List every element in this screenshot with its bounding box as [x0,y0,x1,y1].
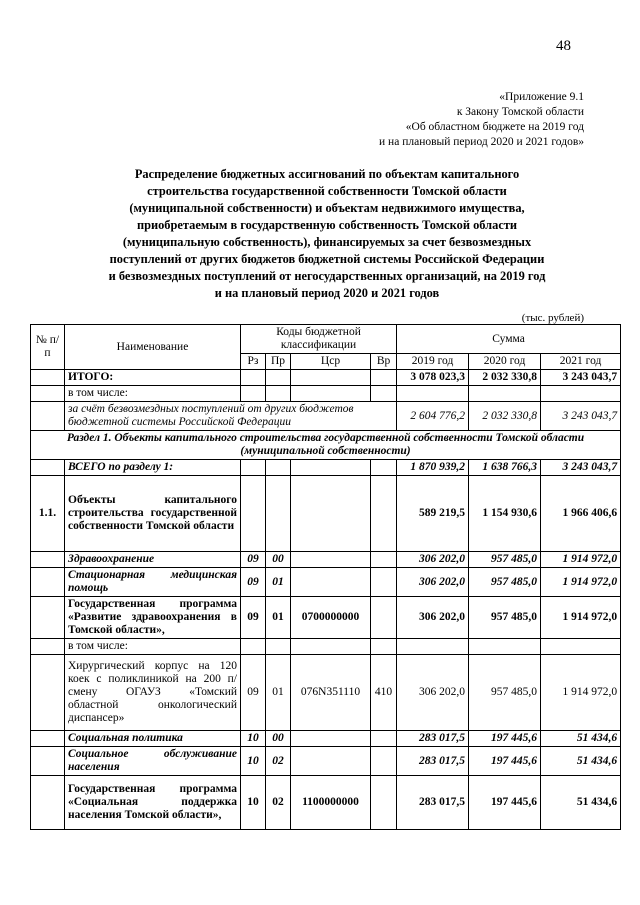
code-rz: 09 [241,597,266,639]
value-2021: 51 434,6 [541,731,621,747]
value-2021: 3 243 043,7 [541,402,621,431]
table-row [31,597,621,639]
header-vr: Вр [371,354,397,370]
code-rz: 10 [241,731,266,747]
code-csr: 1100000000 [291,776,371,830]
row-name: Хирургический корпус на 120 коек с поликлиникой на 200 п/смену ОГАУЗ «Томский областной онкологический диспансер» [65,655,241,731]
table-row [31,568,621,597]
appendix-line: «Приложение 9.1 [499,91,584,103]
page-number: 48 [556,38,571,54]
value-2021: 1 966 406,6 [541,476,621,552]
value-2019: 1 870 939,2 [397,460,469,476]
code-rz: 10 [241,776,266,830]
table-row [31,460,621,476]
section-row [31,431,621,460]
title-line: приобретаемым в государственную собственность Томской области [136,218,518,232]
value-2021: 1 914 972,0 [541,552,621,568]
table-row [31,476,621,552]
header-row [31,325,621,354]
row-name: Здравоохранение [65,552,241,568]
value-2019: 306 202,0 [397,552,469,568]
code-pr: 01 [266,568,291,597]
title-line: Распределение бюджетных ассигнований по объектам капитального [134,167,520,181]
header-codes: Коды бюджетной классификации [241,325,397,354]
value-2020: 1 638 766,3 [469,460,541,476]
row-name: Государственная программа «Развитие здравоохранения в Томской области», [65,597,241,639]
value-2019: 306 202,0 [397,597,469,639]
value-2019: 2 604 776,2 [397,402,469,431]
value-2020: 2 032 330,8 [469,402,541,431]
value-2020: 1 154 930,6 [469,476,541,552]
code-csr: 076N351110 [291,655,371,731]
value-2021: 1 914 972,0 [541,568,621,597]
row-name: в том числе: [65,639,241,655]
code-pr: 00 [266,731,291,747]
value-2019: 589 219,5 [397,476,469,552]
row-name: в том числе: [65,386,241,402]
code-rz: 09 [241,655,266,731]
row-name: Объекты капитального строительства государственной собственности Томской области [65,476,241,552]
row-name: Стационарная медицинская помощь [65,568,241,597]
value-2019: 283 017,5 [397,776,469,830]
value-2019: 306 202,0 [397,655,469,731]
title-line: и безвозмездных поступлений от негосударственных организаций, на 2019 год [108,269,546,283]
table-row [31,370,621,386]
table-row [31,552,621,568]
header-2019: 2019 год [397,354,469,370]
value-2021: 3 243 043,7 [541,460,621,476]
title-line: строительства государственной собственности Томской области [147,184,507,198]
value-2021: 51 434,6 [541,747,621,776]
row-num: 1.1. [31,476,65,552]
row-name: ИТОГО: [65,370,241,386]
value-2020: 2 032 330,8 [469,370,541,386]
section-title: Раздел 1. Объекты капитального строительства государственной собственности Томской области (муниципальной собственности) [31,431,621,460]
row-name: Социальная политика [65,731,241,747]
code-pr: 02 [266,776,291,830]
title-line: и на плановый период 2020 и 2021 годов [214,286,440,300]
appendix-line: и на плановый период 2020 и 2021 годов» [379,136,584,148]
table-row [31,776,621,830]
code-rz: 09 [241,568,266,597]
value-2020: 957 485,0 [469,568,541,597]
row-name: ВСЕГО по разделу 1: [65,460,241,476]
table-row [31,747,621,776]
row-name: Социальное обслуживание населения [65,747,241,776]
value-2019: 283 017,5 [397,747,469,776]
code-rz: 10 [241,747,266,776]
header-2020: 2020 год [469,354,541,370]
value-2020: 957 485,0 [469,655,541,731]
appendix-line: «Об областном бюджете на 2019 год [405,121,584,133]
title-line: поступлений от других бюджетов бюджетной системы Российской Федерации [109,252,545,266]
header-name: Наименование [65,325,241,370]
title-line: (муниципальную собственность), финансируемых за счет безвозмездных [122,235,532,249]
appendix-note [264,90,584,150]
budget-table [30,324,621,830]
code-csr: 0700000000 [291,597,371,639]
appendix-line: к Закону Томской области [456,106,584,118]
value-2020: 197 445,6 [469,776,541,830]
document-title [62,166,592,302]
value-2021: 3 243 043,7 [541,370,621,386]
row-name: за счёт безвозмездных поступлений от других бюджетов бюджетной системы Российской Федерации [65,402,397,431]
value-2019: 283 017,5 [397,731,469,747]
value-2021: 1 914 972,0 [541,597,621,639]
row-name: Государственная программа «Социальная поддержка населения Томской области», [65,776,241,830]
code-rz: 09 [241,552,266,568]
table-row [31,731,621,747]
header-rz: Рз [241,354,266,370]
header-sum: Сумма [397,325,621,354]
value-2021: 1 914 972,0 [541,655,621,731]
value-2020: 197 445,6 [469,747,541,776]
code-pr: 00 [266,552,291,568]
code-vr: 410 [371,655,397,731]
code-pr: 01 [266,655,291,731]
table-row [31,386,621,402]
value-2020: 957 485,0 [469,552,541,568]
value-2020: 197 445,6 [469,731,541,747]
title-line: (муниципальной собственности) и объектам недвижимого имущества, [129,201,525,215]
value-2019: 306 202,0 [397,568,469,597]
header-csr: Цср [291,354,371,370]
code-pr: 02 [266,747,291,776]
table-row [31,655,621,731]
table-row [31,639,621,655]
value-2019: 3 078 023,3 [397,370,469,386]
value-2020: 957 485,0 [469,597,541,639]
table-row [31,402,621,431]
header-num: № п/п [31,325,65,370]
value-2021: 51 434,6 [541,776,621,830]
units-label: (тыс. рублей) [521,312,584,324]
header-pr: Пр [266,354,291,370]
code-pr: 01 [266,597,291,639]
header-2021: 2021 год [541,354,621,370]
